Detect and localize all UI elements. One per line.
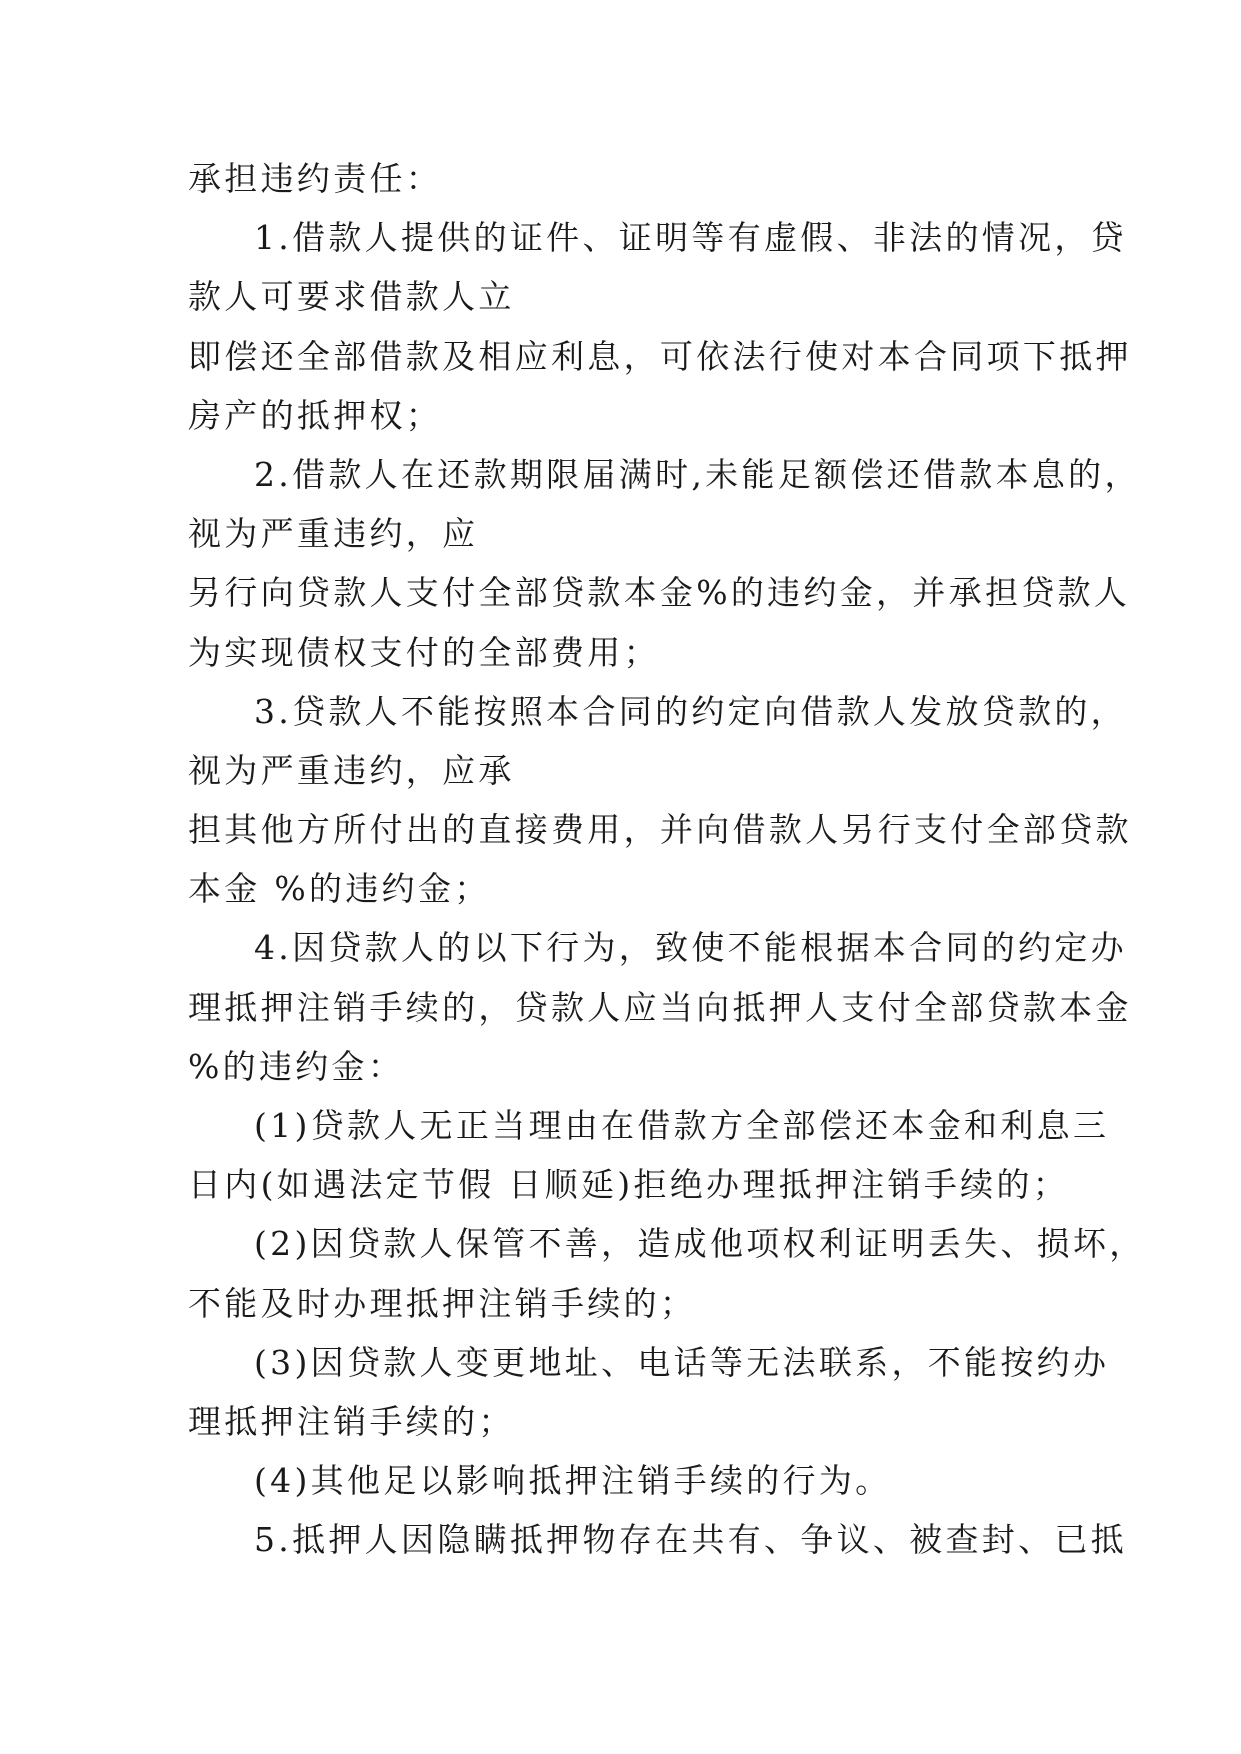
text-line: 3.贷款人不能按照本合同的约定向借款人发放贷款的， xyxy=(254,691,1127,731)
text-line: 理抵押注销手续的，贷款人应当向抵押人支付全部贷款本金 xyxy=(188,987,1132,1027)
text-line: 为实现债权支付的全部费用； xyxy=(188,632,660,672)
text-line: 不能及时办理抵押注销手续的； xyxy=(188,1283,697,1323)
text-line: 即偿还全部借款及相应利息，可依法行使对本合同项下抵押 xyxy=(188,336,1132,376)
text-line: %的违约金： xyxy=(188,1046,405,1086)
text-line: 2.借款人在还款期限届满时,未能足额偿还借款本息的， xyxy=(254,454,1141,494)
text-line: 4.因贷款人的以下行为，致使不能根据本合同的约定办 xyxy=(254,928,1127,968)
text-line: (2)因贷款人保管不善，造成他项权利证明丢失、损坏， xyxy=(254,1224,1146,1264)
text-line: 担其他方所付出的直接费用，并向借款人另行支付全部贷款 xyxy=(188,810,1132,850)
text-line: 1.借款人提供的证件、证明等有虚假、非法的情况，贷 xyxy=(254,218,1127,258)
document-page xyxy=(188,158,1146,1579)
text-line: 视为严重违约，应承 xyxy=(188,750,515,790)
text-line: 房产的抵押权； xyxy=(188,395,443,435)
text-line: 5.抵押人因隐瞒抵押物存在共有、争议、被查封、已抵 xyxy=(254,1520,1127,1560)
text-line: 本金 %的违约金； xyxy=(188,869,491,909)
text-line: 另行向贷款人支付全部贷款本金%的违约金，并承担贷款人 xyxy=(188,573,1131,613)
text-line: 理抵押注销手续的； xyxy=(188,1401,515,1441)
text-line: 视为严重违约，应 xyxy=(188,514,479,554)
text-line: (1)贷款人无正当理由在借款方全部偿还本金和利息三 xyxy=(254,1106,1110,1145)
text-line: 日内(如遇法定节假 日顺延)拒绝办理抵押注销手续的； xyxy=(188,1165,1070,1205)
text-line: (4)其他足以影响抵押注销手续的行为。 xyxy=(254,1461,892,1501)
text-line: 承担违约责任： xyxy=(188,159,443,198)
text-line: 款人可要求借款人立 xyxy=(188,277,515,317)
text-line: (3)因贷款人变更地址、电话等无法联系，不能按约办 xyxy=(254,1342,1110,1382)
